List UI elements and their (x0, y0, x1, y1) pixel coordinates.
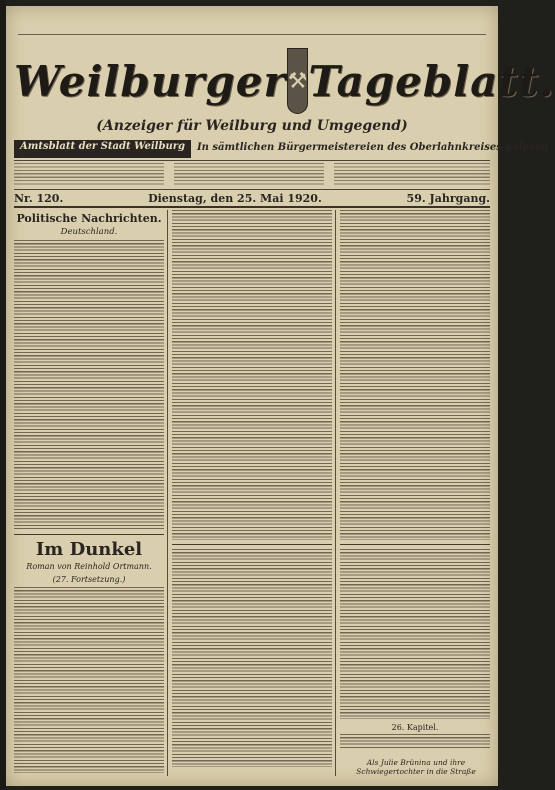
masthead-word-left: Weilburger (14, 56, 287, 106)
section-subtitle: Deutschland. (60, 227, 118, 237)
issue-date: Dienstag, den 25. Mai 1920. (148, 191, 322, 205)
feature-text (172, 549, 332, 767)
banner-left: Amtsblatt der Stadt Weilburg (14, 140, 191, 158)
column-rule (167, 210, 168, 776)
issue-number: Nr. 120. (14, 191, 64, 205)
feature-title: Im Dunkel (35, 539, 143, 560)
publisher-info (14, 160, 490, 190)
feature-text (340, 734, 490, 748)
top-rule (18, 12, 486, 35)
banner-right: In sämtlichen Bürgermeistereien des Oberlahnkreises gelesen (197, 142, 549, 153)
dateline (14, 190, 490, 208)
section-title: Politische Nachrichten. (16, 212, 162, 225)
feature-continuation: (27. Fortsetzung.) (52, 575, 126, 584)
rule (340, 544, 490, 545)
rule (14, 534, 164, 535)
info-block (334, 163, 490, 185)
masthead-subtitle: (Anzeiger für Weilburg und Umgegend) (96, 118, 408, 134)
info-block (174, 163, 324, 185)
rule (172, 544, 332, 545)
masthead (14, 42, 555, 120)
banner-row (14, 140, 549, 158)
chapter-heading: 26. Kapitel. (391, 723, 439, 732)
header (6, 6, 555, 205)
chapter-opening: Als Julie Brünina und ihre Schwiegertochter in die Straße (356, 758, 476, 776)
info-block (14, 163, 164, 185)
right-column (340, 210, 490, 776)
article-text (14, 240, 164, 530)
article-text (340, 210, 490, 540)
newspaper-page (6, 6, 555, 786)
article-text (172, 210, 332, 540)
volume-number: 59. Jahrgang. (406, 191, 490, 205)
feature-text (14, 587, 164, 773)
feature-text (340, 549, 490, 719)
feature-byline: Roman von Reinhold Ortmann. (26, 562, 152, 571)
coat-of-arms-icon: ⚒ (287, 48, 309, 114)
left-column (14, 210, 164, 770)
masthead-word-right: Tageblatt. (308, 56, 555, 106)
column-rule (335, 210, 336, 776)
middle-column (172, 210, 332, 770)
